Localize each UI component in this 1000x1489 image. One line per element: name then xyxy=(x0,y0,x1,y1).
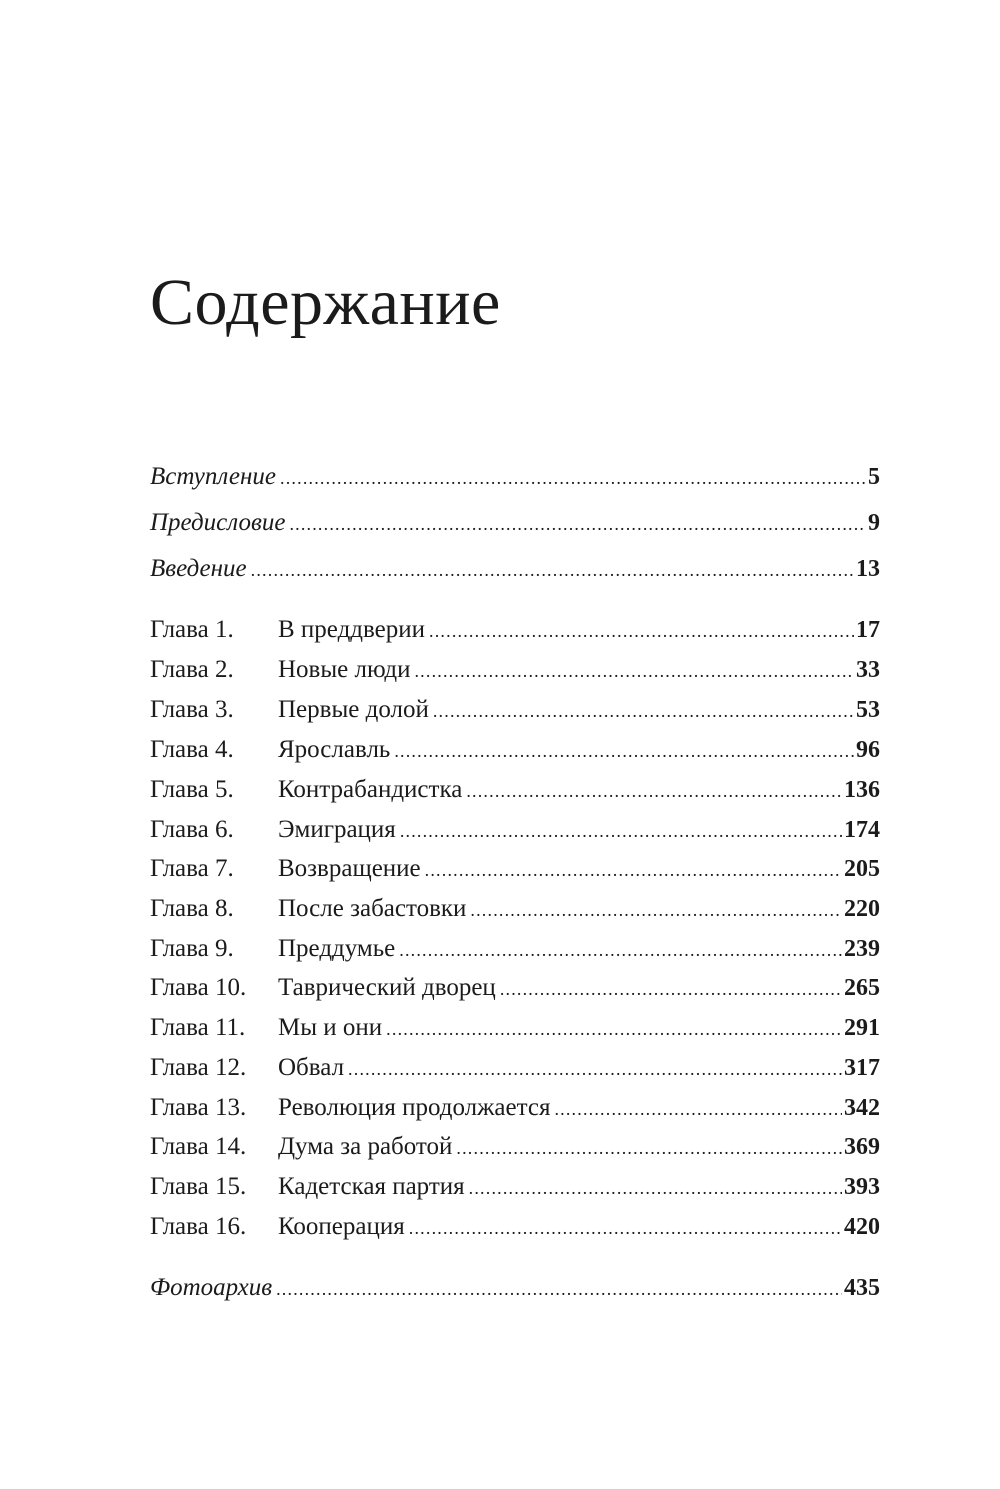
chapter-title: Революция продолжается xyxy=(278,1094,551,1121)
chapter-number: Глава 16. xyxy=(150,1213,247,1240)
toc-entry-chapter-3[interactable] xyxy=(150,693,880,727)
chapter-number: Глава 8. xyxy=(150,895,234,922)
chapter-number: Глава 13. xyxy=(150,1094,247,1121)
chapter-number: Глава 14. xyxy=(150,1133,247,1160)
dot-leader xyxy=(456,1131,842,1165)
chapter-number: Глава 6. xyxy=(150,816,234,843)
toc-entry-page: 53 xyxy=(856,697,880,723)
toc-entry-chapter-14[interactable] xyxy=(150,1130,880,1164)
dot-leader xyxy=(386,1012,842,1046)
toc-entry-page: 369 xyxy=(844,1134,880,1160)
dot-leader xyxy=(394,734,854,768)
toc-entry-page: 205 xyxy=(844,856,880,882)
dot-leader xyxy=(400,814,842,848)
chapter-title: Мы и они xyxy=(278,1014,383,1041)
chapter-title: Эмиграция xyxy=(278,816,396,843)
chapter-number: Глава 15. xyxy=(150,1173,247,1200)
chapter-title: Новые люди xyxy=(278,656,411,683)
chapter-title: После забастовки xyxy=(278,895,467,922)
chapter-title: Дума за работой xyxy=(278,1133,453,1160)
dot-leader xyxy=(409,1211,842,1245)
chapter-title: Кооперация xyxy=(278,1213,405,1240)
dot-leader xyxy=(276,1272,842,1306)
toc-entry-page: 265 xyxy=(844,975,880,1001)
chapter-number: Глава 2. xyxy=(150,656,234,683)
toc-entry-chapter-7[interactable] xyxy=(150,852,880,886)
toc-entry-front-3[interactable] xyxy=(150,552,880,586)
chapter-number: Глава 1. xyxy=(150,616,234,643)
toc-entry-chapter-11[interactable] xyxy=(150,1011,880,1045)
toc-entry-back-1[interactable] xyxy=(150,1271,880,1305)
toc-entry-chapter-10[interactable] xyxy=(150,971,880,1005)
chapter-title: Обвал xyxy=(278,1054,345,1081)
toc-entry-page: 13 xyxy=(856,556,880,582)
toc-entry-page: 5 xyxy=(868,464,880,490)
toc-entry-chapter-13[interactable] xyxy=(150,1091,880,1125)
dot-leader xyxy=(399,933,842,967)
toc-entry-page: 435 xyxy=(844,1275,880,1301)
toc-entry-chapter-9[interactable] xyxy=(150,932,880,966)
toc-entry-front-2[interactable] xyxy=(150,506,880,540)
toc-entry-page: 420 xyxy=(844,1214,880,1240)
toc-entry-chapter-12[interactable] xyxy=(150,1051,880,1085)
toc-entry-front-1[interactable] xyxy=(150,460,880,494)
toc-entry-page: 342 xyxy=(844,1095,880,1121)
toc-entry-page: 291 xyxy=(844,1015,880,1041)
toc-entry-page: 239 xyxy=(844,936,880,962)
toc-entry-chapter-4[interactable] xyxy=(150,733,880,767)
dot-leader xyxy=(433,694,854,728)
dot-leader xyxy=(466,774,842,808)
chapter-number: Глава 4. xyxy=(150,736,234,763)
chapter-title: Первые долой xyxy=(278,696,429,723)
dot-leader xyxy=(414,654,854,688)
dot-leader xyxy=(289,507,866,541)
toc-entry-page: 220 xyxy=(844,896,880,922)
dot-leader xyxy=(251,553,854,587)
toc-entry-page: 393 xyxy=(844,1174,880,1200)
toc-entry-page: 96 xyxy=(856,737,880,763)
chapter-title: Таврический дворец xyxy=(278,974,496,1001)
toc-entry-page: 174 xyxy=(844,817,880,843)
page-title: Содержание xyxy=(150,266,501,339)
toc-entry-chapter-6[interactable] xyxy=(150,813,880,847)
dot-leader xyxy=(470,893,842,927)
chapter-title: Преддумье xyxy=(278,935,396,962)
toc-entry-page: 136 xyxy=(844,777,880,803)
chapter-number: Глава 3. xyxy=(150,696,234,723)
dot-leader xyxy=(348,1052,842,1086)
dot-leader xyxy=(500,972,842,1006)
chapter-title: Ярославль xyxy=(278,736,391,763)
chapter-number: Глава 9. xyxy=(150,935,234,962)
chapter-number: Глава 10. xyxy=(150,974,247,1001)
dot-leader xyxy=(469,1171,842,1205)
dot-leader xyxy=(429,614,854,648)
toc-entry-label: Введение xyxy=(150,555,247,582)
toc-entry-chapter-5[interactable] xyxy=(150,773,880,807)
toc-entry-page: 9 xyxy=(868,510,880,536)
chapter-title: Контрабандистка xyxy=(278,776,463,803)
toc-entry-label: Вступление xyxy=(150,463,277,490)
toc-entry-label: Фотоархив xyxy=(150,1274,273,1301)
toc-entry-label: Предисловие xyxy=(150,509,286,536)
chapter-number: Глава 7. xyxy=(150,855,234,882)
dot-leader xyxy=(280,461,866,495)
toc-entry-chapter-1[interactable] xyxy=(150,613,880,647)
toc-entry-chapter-8[interactable] xyxy=(150,892,880,926)
chapter-title: В преддверии xyxy=(278,616,426,643)
chapter-title: Возвращение xyxy=(278,855,421,882)
dot-leader xyxy=(554,1092,842,1126)
toc-entry-chapter-16[interactable] xyxy=(150,1210,880,1244)
chapter-number: Глава 5. xyxy=(150,776,234,803)
dot-leader xyxy=(425,853,842,887)
toc-entry-chapter-15[interactable] xyxy=(150,1170,880,1204)
toc-entry-page: 33 xyxy=(856,657,880,683)
toc-entry-chapter-2[interactable] xyxy=(150,653,880,687)
toc-entry-page: 317 xyxy=(844,1055,880,1081)
chapter-number: Глава 12. xyxy=(150,1054,247,1081)
toc-entry-page: 17 xyxy=(856,617,880,643)
chapter-title: Кадетская партия xyxy=(278,1173,465,1200)
chapter-number: Глава 11. xyxy=(150,1014,246,1041)
